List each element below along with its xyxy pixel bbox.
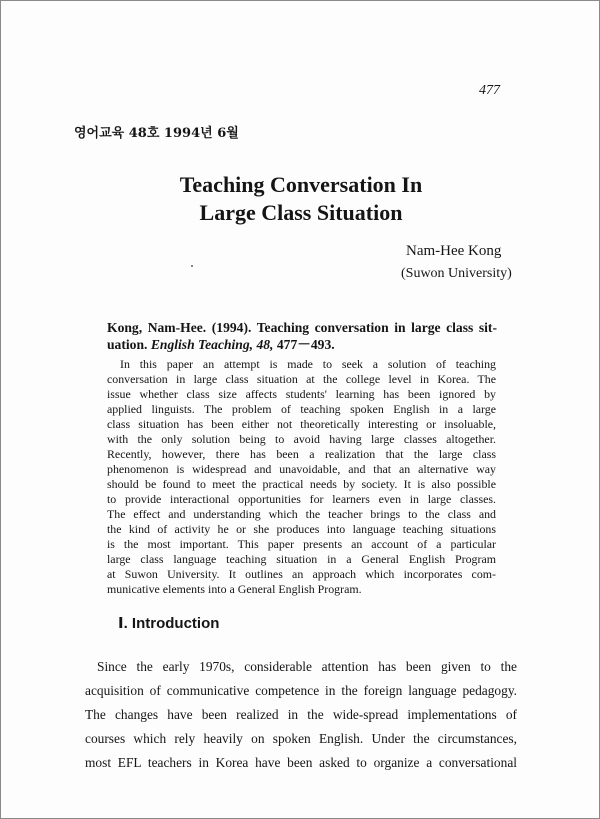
body-line: acquisition of communicative competence in the foreign language pedagogy. [85,683,517,698]
citation-journal: English Teaching, 48, [150,337,274,352]
abstract-line: Recently, however, there has been a realization that the large class [107,447,496,461]
paper-title-line-1: Teaching Conversation In [179,172,423,197]
abstract-line: applied linguists. The problem of teaching spoken English in a large [107,402,496,416]
page-number: 477 [479,83,500,98]
abstract-line: at Suwon University. It outlines an approach which incorporates com- [107,567,496,581]
abstract-line: conversation in large class situation at the college level in Korea. The [107,372,496,386]
abstract-line: large class language teaching situation in a General English Program [107,552,496,566]
journal-header: 영어교육 48호 1994년 6월 [74,126,239,141]
abstract-line: municative elements into a General English Program. [107,582,362,596]
body-line: The changes have been realized in the wide-spread implementations of [85,707,517,722]
abstract-line: with the only solution being to avoid having large classes altogether. [107,432,496,446]
scan-speck [191,265,193,267]
abstract-line: the kind of activity he or she produces into language teaching situations [107,522,496,536]
author-affiliation: (Suwon University) [401,266,512,281]
abstract-line: In this paper an attempt is made to seek a solution of teaching [120,357,496,371]
citation-line-1: Kong, Nam-Hee. (1994). Teaching conversation in large class sit- [107,320,497,335]
abstract-line: should be found to meet the practical needs by society. It is also possible [107,477,496,491]
citation-pages: 477－493. [273,337,335,352]
abstract-line: phenomenon is widespread and unavoidable, and that an alternative way [107,462,496,476]
abstract-line: class situation has been either not theoretically interesting or insoluable, [107,417,496,431]
abstract-line: issue whether class size affects students' learning has been ignored by [107,387,496,401]
body-line: courses which rely heavily on spoken English. Under the circumstances, [85,731,517,746]
citation-line-2 [107,336,497,353]
author-name: Nam-Hee Kong [406,243,502,259]
body-line: most EFL teachers in Korea have been asked to organize a conversational [85,755,517,770]
section-heading: Ⅰ. Introduction [118,615,220,632]
abstract-line: is the most important. This paper presents an account of a particular [107,537,496,551]
citation-prefix: uation. [107,337,151,352]
abstract-line: to provide interactional opportunities for learners even in large classes. [107,492,496,506]
abstract-line: The effect and understanding which the teacher brings to the class and [107,507,496,521]
body-line: Since the early 1970s, considerable attention has been given to the [97,659,517,674]
paper-title-line-2: Large Class Situation [199,200,403,225]
